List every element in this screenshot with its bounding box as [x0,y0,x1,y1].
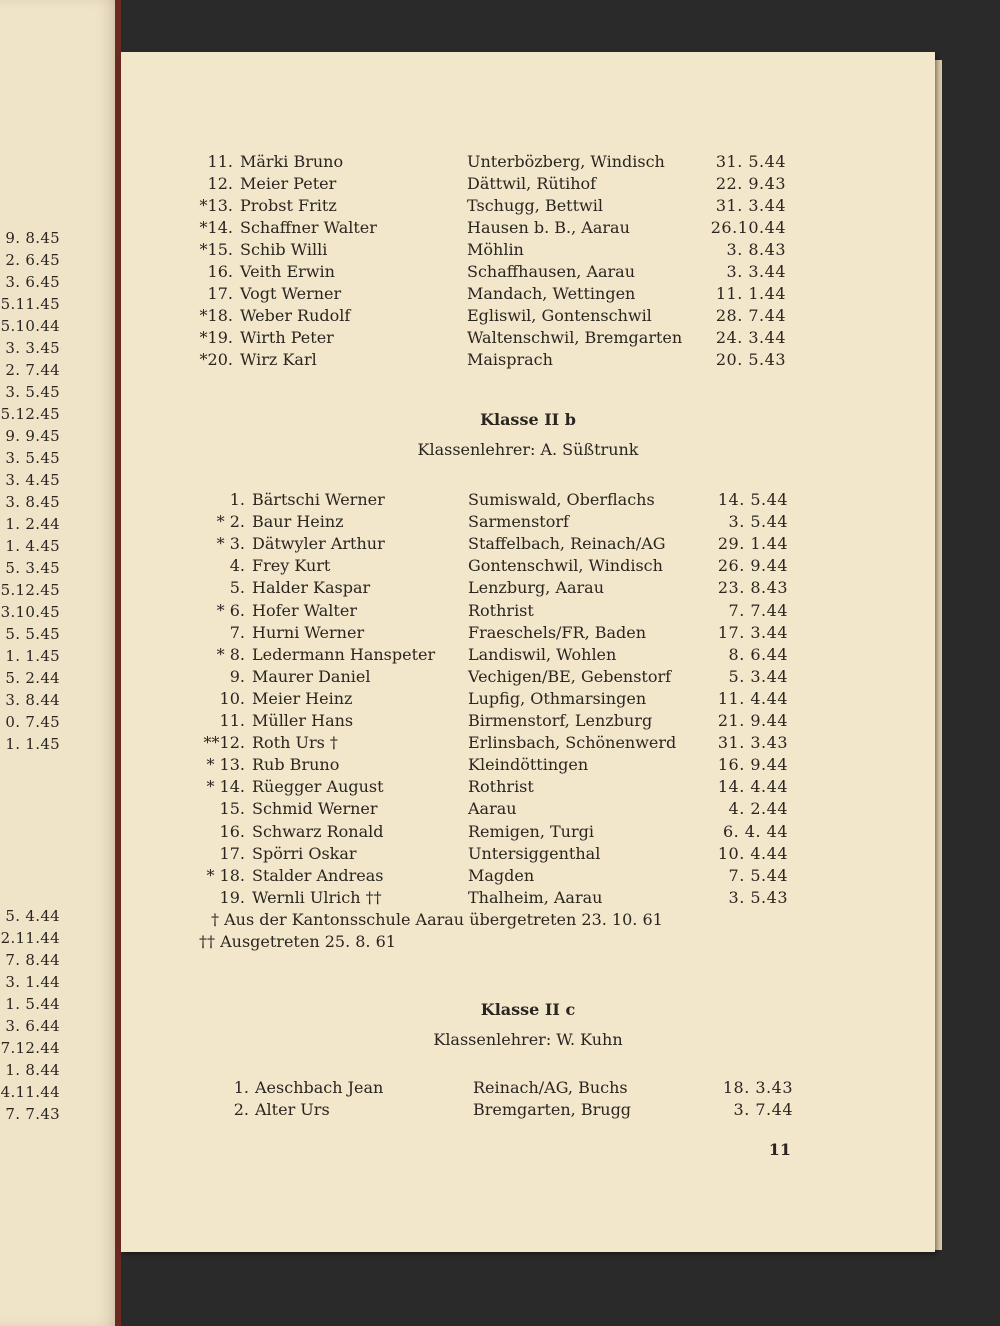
student-row [121,822,935,844]
student-name: Ledermann Hanspeter [252,644,436,664]
previous-page-date: 5. 5.45 [5,625,60,643]
student-name: Schmid Werner [252,799,378,819]
student-name: Aeschbach Jean [255,1078,384,1097]
student-name: Spörri Oskar [252,843,357,863]
student-birthdate: 22. 9.43 [715,174,786,193]
student-name: Stalder Andreas [252,865,384,885]
previous-page-date: 1. 1.45 [5,647,60,665]
student-places: Rothrist [468,600,534,620]
previous-page-date: 1. 1.45 [5,735,60,753]
previous-page-date: 1. 4.45 [5,537,60,555]
student-places: Staffelbach, Reinach/AG [468,534,666,554]
student-number: 17. [207,284,233,303]
previous-page-date: 3. 6.44 [5,1017,60,1035]
student-name: Schib Willi [240,240,328,259]
student-places: Egliswil, Gontenschwil [467,306,652,325]
student-row [121,866,935,888]
student-name: Hurni Werner [252,622,365,642]
class-iic-heading: Klasse II c [480,1000,576,1019]
student-places: Untersiggenthal [468,843,601,863]
student-name: Halder Kaspar [252,578,371,598]
previous-page-date: 2. 6.45 [5,251,60,269]
student-birthdate: 20. 5.43 [715,350,786,369]
student-number: *19. [199,328,233,347]
previous-page-date: 5.12.45 [0,405,60,423]
student-birthdate: 3. 3.44 [726,262,786,281]
previous-page-date: 5.11.45 [0,295,60,313]
previous-page-date: 3. 8.45 [5,493,60,511]
student-birthdate: 31. 3.44 [715,196,786,215]
student-name: Vogt Werner [240,284,342,303]
student-row [121,284,935,306]
student-birthdate: 28. 7.44 [715,306,786,325]
student-birthdate: 7. 7.44 [728,600,788,620]
student-birthdate: 16. 9.44 [717,755,788,775]
previous-page-date: 2.11.44 [0,929,60,947]
student-number: **12. [203,733,245,753]
footnote-transfer: † Aus der Kantonsschule Aarau übergetreten 23. 10. 61 [211,910,663,929]
class-iic-teacher: Klassenlehrer: W. Kuhn [433,1030,623,1049]
student-row [121,262,935,284]
student-row [121,888,935,910]
student-birthdate: 3. 7.44 [733,1100,793,1119]
student-places: Waltenschwil, Bremgarten [467,328,683,347]
student-birthdate: 26. 9.44 [717,556,788,576]
previous-page-date: 9. 9.45 [5,427,60,445]
previous-page-date: 1. 5.44 [5,995,60,1013]
footnote-withdrawn: †† Ausgetreten 25. 8. 61 [199,932,396,951]
student-number: *20. [199,350,233,369]
previous-page-date: 3. 4.45 [5,471,60,489]
student-row [121,306,935,328]
student-places: Hausen b. B., Aarau [467,218,630,237]
student-number: 11. [219,711,245,730]
student-row [121,1100,935,1122]
student-name: Rub Bruno [252,755,340,775]
student-number: 19. [219,887,245,907]
page-number: 11 [768,1140,791,1159]
student-row [121,240,935,262]
student-places: Magden [468,865,535,885]
student-number: 15. [219,799,245,819]
student-name: Meier Heinz [252,688,353,708]
student-row [121,799,935,821]
student-birthdate: 31. 3.43 [717,733,788,753]
previous-page-date: 5.12.45 [0,581,60,599]
student-row [121,556,935,578]
student-number: 5. [229,578,245,598]
student-name: Hofer Walter [252,600,357,620]
previous-page-date: 3. 5.45 [5,383,60,401]
student-number: * 3. [216,534,245,554]
student-birthdate: 14. 5.44 [717,490,788,509]
student-birthdate: 21. 9.44 [717,711,788,730]
previous-page-date: 3. 8.44 [5,691,60,709]
student-row [121,174,935,196]
student-name: Schaffner Walter [240,218,377,237]
previous-page-date: 5. 3.45 [5,559,60,577]
student-name: Baur Heinz [252,512,344,532]
student-number: 17. [219,843,245,863]
student-name: Wernli Ulrich †† [252,887,382,907]
student-name: Probst Fritz [240,196,337,215]
previous-page-date: 3. 6.45 [5,273,60,291]
student-number: 16. [207,262,233,281]
student-name: Maurer Daniel [252,666,371,686]
student-number: 4. [229,556,245,576]
student-birthdate: 5. 3.44 [728,666,788,686]
student-name: Rüegger August [252,777,384,797]
student-number: *14. [199,218,233,237]
student-places: Tschugg, Bettwil [467,196,603,215]
student-birthdate: 3. 8.43 [726,240,786,259]
student-places: Schaffhausen, Aarau [467,262,636,281]
student-row [121,601,935,623]
student-places: Lenzburg, Aarau [468,578,605,598]
student-row [121,1078,935,1100]
student-number: * 14. [206,777,245,797]
previous-page-date: 7. 7.43 [5,1105,60,1123]
previous-page-date: 5.10.44 [0,317,60,335]
student-number: 7. [229,622,245,642]
previous-page-date: 3. 1.44 [5,973,60,991]
student-birthdate: 8. 6.44 [728,644,788,664]
student-row [121,777,935,799]
student-row [121,196,935,218]
previous-page-date: 0. 7.45 [5,713,60,731]
student-name: Dätwyler Arthur [252,534,385,554]
student-row [121,689,935,711]
previous-page-date: 9. 8.45 [5,229,60,247]
student-places: Lupfig, Othmarsingen [468,688,647,708]
student-birthdate: 26.10.44 [710,218,786,237]
student-row [121,152,935,174]
student-name: Wirth Peter [240,328,334,347]
page-edge [935,60,942,1250]
previous-page-date: 7. 8.44 [5,951,60,969]
student-birthdate: 3. 5.43 [728,887,788,907]
student-number: *18. [199,306,233,325]
previous-page-date: 1. 2.44 [5,515,60,533]
student-row [121,490,935,512]
previous-page [0,0,120,1326]
student-name: Alter Urs [255,1100,330,1119]
previous-page-date: 1. 8.44 [5,1061,60,1079]
student-places: Unterbözberg, Windisch [467,152,665,171]
previous-page-date: 2. 7.44 [5,361,60,379]
student-birthdate: 4. 2.44 [728,799,788,819]
previous-page-date: 5. 2.44 [5,669,60,687]
student-birthdate: 17. 3.44 [717,622,788,642]
student-number: * 13. [206,755,245,775]
student-name: Frey Kurt [252,556,331,576]
student-row [121,667,935,689]
student-number: 2. [233,1100,249,1119]
student-row [121,645,935,667]
student-places: Maisprach [467,350,553,369]
student-number: 10. [219,688,245,708]
student-number: 9. [229,666,245,686]
student-number: *13. [199,196,233,215]
student-places: Remigen, Turgi [468,821,594,841]
student-name: Schwarz Ronald [252,821,384,841]
student-name: Märki Bruno [240,152,344,171]
student-name: Müller Hans [252,711,354,730]
student-number: *15. [199,240,233,259]
student-name: Veith Erwin [240,262,335,281]
student-name: Wirz Karl [240,350,317,369]
student-row [121,623,935,645]
student-birthdate: 18. 3.43 [722,1078,793,1097]
previous-page-date: 3. 5.45 [5,449,60,467]
student-name: Meier Peter [240,174,337,193]
student-number: * 18. [206,865,245,885]
student-name: Roth Urs † [252,733,338,753]
previous-page-date: 3.10.45 [0,603,60,621]
previous-page-date: 4.11.44 [0,1083,60,1101]
student-birthdate: 6. 4. 44 [722,821,788,841]
student-row [121,711,935,733]
student-birthdate: 7. 5.44 [728,865,788,885]
student-places: Vechigen/BE, Gebenstorf [468,666,672,686]
class-iib-teacher: Klassenlehrer: A. Süßtrunk [417,440,639,459]
student-birthdate: 31. 5.44 [715,152,786,171]
student-birthdate: 24. 3.44 [715,328,786,347]
student-birthdate: 3. 5.44 [728,512,788,532]
student-number: 16. [219,821,245,841]
student-number: 1. [233,1078,249,1097]
student-number: 12. [207,174,233,193]
student-name: Weber Rudolf [240,306,351,325]
student-places: Reinach/AG, Buchs [473,1078,628,1097]
student-places: Landiswil, Wohlen [468,644,617,664]
student-number: * 6. [216,600,245,620]
student-row [121,350,935,372]
student-row [121,512,935,534]
book-page [121,52,935,1252]
student-number: * 2. [216,512,245,532]
student-number: * 8. [216,644,245,664]
student-places: Birmenstorf, Lenzburg [468,711,653,730]
student-birthdate: 14. 4.44 [717,777,788,797]
student-birthdate: 11. 4.44 [717,688,788,708]
student-row [121,218,935,240]
student-row [121,733,935,755]
student-places: Fraeschels/FR, Baden [468,622,647,642]
student-places: Aarau [468,799,517,819]
student-name: Bärtschi Werner [252,490,385,509]
student-places: Dättwil, Rütihof [467,174,597,193]
student-number: 11. [207,152,233,171]
student-row [121,844,935,866]
student-places: Kleindöttingen [468,755,589,775]
class-iib-heading: Klasse II b [480,410,576,429]
previous-page-date: 7.12.44 [0,1039,60,1057]
student-places: Sumiswald, Oberflachs [468,490,655,509]
student-places: Mandach, Wettingen [467,284,636,303]
previous-page-date: 5. 4.44 [5,907,60,925]
student-birthdate: 23. 8.43 [717,578,788,598]
student-number: 1. [229,490,245,509]
student-birthdate: 29. 1.44 [717,534,788,554]
student-places: Bremgarten, Brugg [473,1100,632,1119]
student-places: Thalheim, Aarau [468,887,603,907]
student-birthdate: 10. 4.44 [717,843,788,863]
student-birthdate: 11. 1.44 [715,284,786,303]
student-places: Möhlin [467,240,524,259]
student-row [121,534,935,556]
student-places: Gontenschwil, Windisch [468,556,663,576]
previous-page-date: 3. 3.45 [5,339,60,357]
student-places: Rothrist [468,777,534,797]
student-row [121,328,935,350]
student-places: Sarmenstorf [468,512,569,532]
student-row [121,578,935,600]
student-row [121,755,935,777]
student-places: Erlinsbach, Schönenwerd [468,733,677,753]
